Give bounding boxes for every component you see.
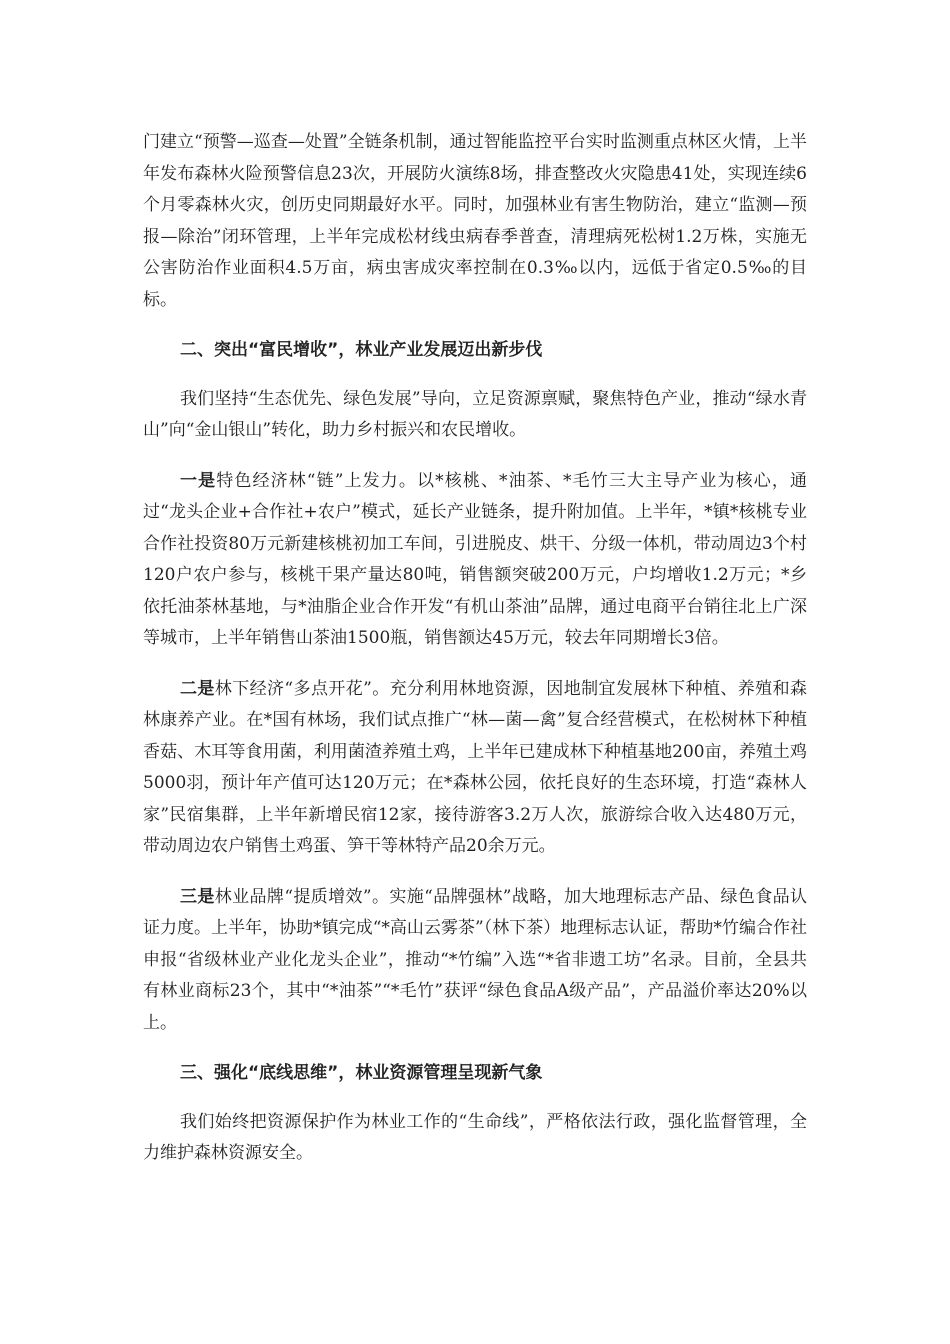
paragraph-forestry-brand: [143, 882, 807, 1040]
paragraph-lead-3: 三是: [180, 886, 215, 907]
paragraph-text-1: 特色经济林“链”上发力。以*核桃、*油茶、*毛竹三大主导产业为核心，通过“龙头企业+合作社+农户”模式，延长产业链条，提升附加值。上半年，*镇*核桃专业合作社投资80万元新建核桃初加工车间，引进脱皮、烘干、分级一体机，带动周边3个村120户农户参与，核桃干果产量达80吨，销售额突破200万元，户均增收1.2万元；*乡依托油茶林基地，与*油脂企业合作开发“有机山茶油”品牌，通过电商平台销往北上广深等城市，上半年销售山茶油1500瓶，销售额达45万元，较去年同期增长3倍。: [143, 470, 807, 648]
paragraph-industry-intro: 我们坚持“生态优先、绿色发展”导向，立足资源禀赋，聚焦特色产业，推动“绿水青山”向“金山银山”转化，助力乡村振兴和农民增收。: [143, 388, 807, 440]
paragraph-text-2: 林下经济“多点开花”。充分利用林地资源，因地制宜发展林下种植、养殖和森林康养产业。在*国有林场，我们试点推广“林—菌—禽”复合经营模式，在松树林下种植香菇、木耳等食用菌，利用菌渣养殖土鸡，上半年已建成林下种植基地200亩，养殖土鸡5000羽，预计年产值可达120万元；在*森林公园，依托良好的生态环境，打造“森林人家”民宿集群，上半年新增民宿12家，接待游客3.2万人次，旅游综合收入达480万元，带动周边农户销售土鸡蛋、笋干等林特产品20余万元。: [143, 678, 807, 856]
section-heading-2: 二、突出“富民增收”，林业产业发展迈出新步伐: [180, 340, 543, 360]
paragraph-lead-2: 二是: [180, 678, 215, 699]
document-body: [143, 127, 807, 1189]
paragraph-economic-forest: [143, 466, 807, 655]
paragraph-lead-1: 一是: [180, 470, 217, 491]
paragraph-text-3: 林业品牌“提质增效”。实施“品牌强林”战略，加大地理标志产品、绿色食品认证力度。上半年，协助*镇完成“*高山云雾茶”（林下茶）地理标志认证，帮助*竹编合作社申报“省级林业产业化龙头企业”，推动“*竹编”入选“*省非遗工坊”名录。目前，全县共有林业商标23个，其中“*油茶”“*毛竹”获评“绿色食品A级产品”，产品溢价率达20%以上。: [143, 886, 808, 1033]
section-heading-3: 三、强化“底线思维”，林业资源管理呈现新气象: [180, 1063, 543, 1083]
paragraph-resource-protection: 我们始终把资源保护作为林业工作的“生命线”，严格依法行政，强化监督管理，全力维护森林资源安全。: [143, 1111, 807, 1163]
paragraph-understory-economy: [143, 674, 807, 863]
paragraph-fire-and-pest-control: 门建立“预警—巡查—处置”全链条机制，通过智能监控平台实时监测重点林区火情，上半年发布森林火险预警信息23次，开展防火演练8场，排查整改火灾隐患41处，实现连续6个月零森林火灾，创历史同期最好水平。同时，加强林业有害生物防治，建立“监测—预报—除治”闭环管理，上半年完成松材线虫病春季普查，清理病死松树1.2万株，实施无公害防治作业面积4.5万亩，病虫害成灾率控制在0.3‰以内，远低于省定0.5‰的目标。: [143, 132, 807, 310]
